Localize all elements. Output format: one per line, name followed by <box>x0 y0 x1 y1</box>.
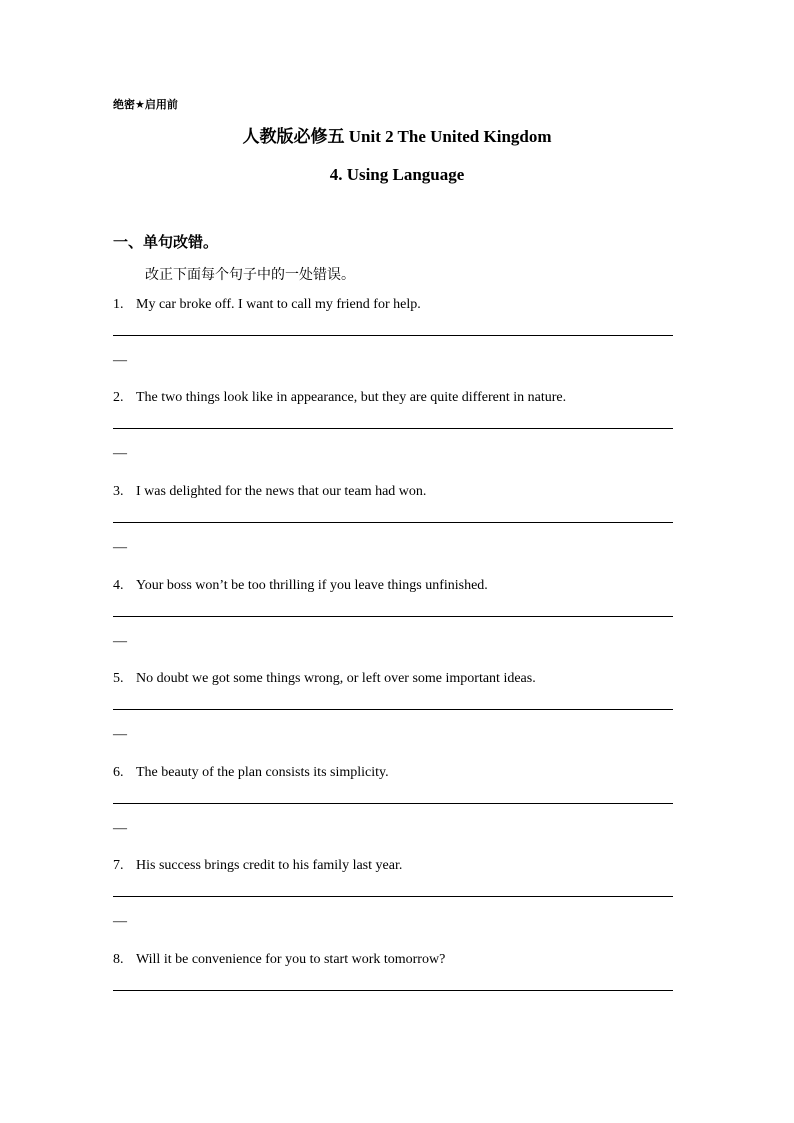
answer-dash: — <box>113 727 127 742</box>
section-instruction: 改正下面每个句子中的一处错误。 <box>145 267 355 283</box>
question-text: Will it be convenience for you to start work tomorrow? <box>136 952 446 967</box>
question-text-line <box>113 858 402 874</box>
question-item <box>113 484 673 578</box>
question-number: 6. <box>113 765 124 780</box>
question-text: The two things look like in appearance, but they are quite different in nature. <box>136 390 567 405</box>
question-text-line <box>113 484 426 500</box>
question-text-line <box>113 765 389 781</box>
question-number: 1. <box>113 297 124 312</box>
document-subtitle: 4. Using Language <box>329 165 465 184</box>
answer-line[interactable] <box>113 335 673 336</box>
question-text-line <box>113 390 566 406</box>
section-heading: 一、单句改错。 <box>113 233 219 251</box>
question-item <box>113 952 673 1046</box>
answer-line[interactable] <box>113 428 673 429</box>
question-text: No doubt we got some things wrong, or left over some important ideas. <box>136 671 536 686</box>
answer-line[interactable] <box>113 616 673 617</box>
question-number: 5. <box>113 671 124 686</box>
question-text-line <box>113 952 445 968</box>
answer-dash: — <box>113 353 127 368</box>
question-number: 8. <box>113 952 124 967</box>
question-number: 7. <box>113 858 124 873</box>
question-text: His success brings credit to his family last year. <box>136 858 403 873</box>
question-item <box>113 578 673 672</box>
question-item <box>113 858 673 952</box>
question-text: Your boss won’t be too thrilling if you leave things unfinished. <box>136 578 488 593</box>
answer-line[interactable] <box>113 896 673 897</box>
answer-line[interactable] <box>113 709 673 710</box>
answer-dash: — <box>113 821 127 836</box>
question-item <box>113 390 673 484</box>
answer-line[interactable] <box>113 990 673 991</box>
answer-line[interactable] <box>113 522 673 523</box>
answer-dash: — <box>113 540 127 555</box>
question-item <box>113 297 673 391</box>
question-text: The beauty of the plan consists its simplicity. <box>136 765 389 780</box>
confidential-label: 绝密★启用前 <box>113 98 178 111</box>
question-text-line <box>113 671 536 687</box>
question-text: My car broke off. I want to call my friend for help. <box>136 297 421 312</box>
answer-line[interactable] <box>113 803 673 804</box>
question-text-line <box>113 297 421 313</box>
question-text: I was delighted for the news that our team had won. <box>136 484 427 499</box>
answer-dash: — <box>113 446 127 461</box>
answer-dash: — <box>113 914 127 929</box>
question-number: 3. <box>113 484 124 499</box>
document-title: 人教版必修五 Unit 2 The United Kingdom <box>242 127 552 146</box>
question-item <box>113 765 673 859</box>
question-number: 2. <box>113 390 124 405</box>
question-number: 4. <box>113 578 124 593</box>
question-text-line <box>113 578 488 594</box>
question-item <box>113 671 673 765</box>
answer-dash: — <box>113 634 127 649</box>
